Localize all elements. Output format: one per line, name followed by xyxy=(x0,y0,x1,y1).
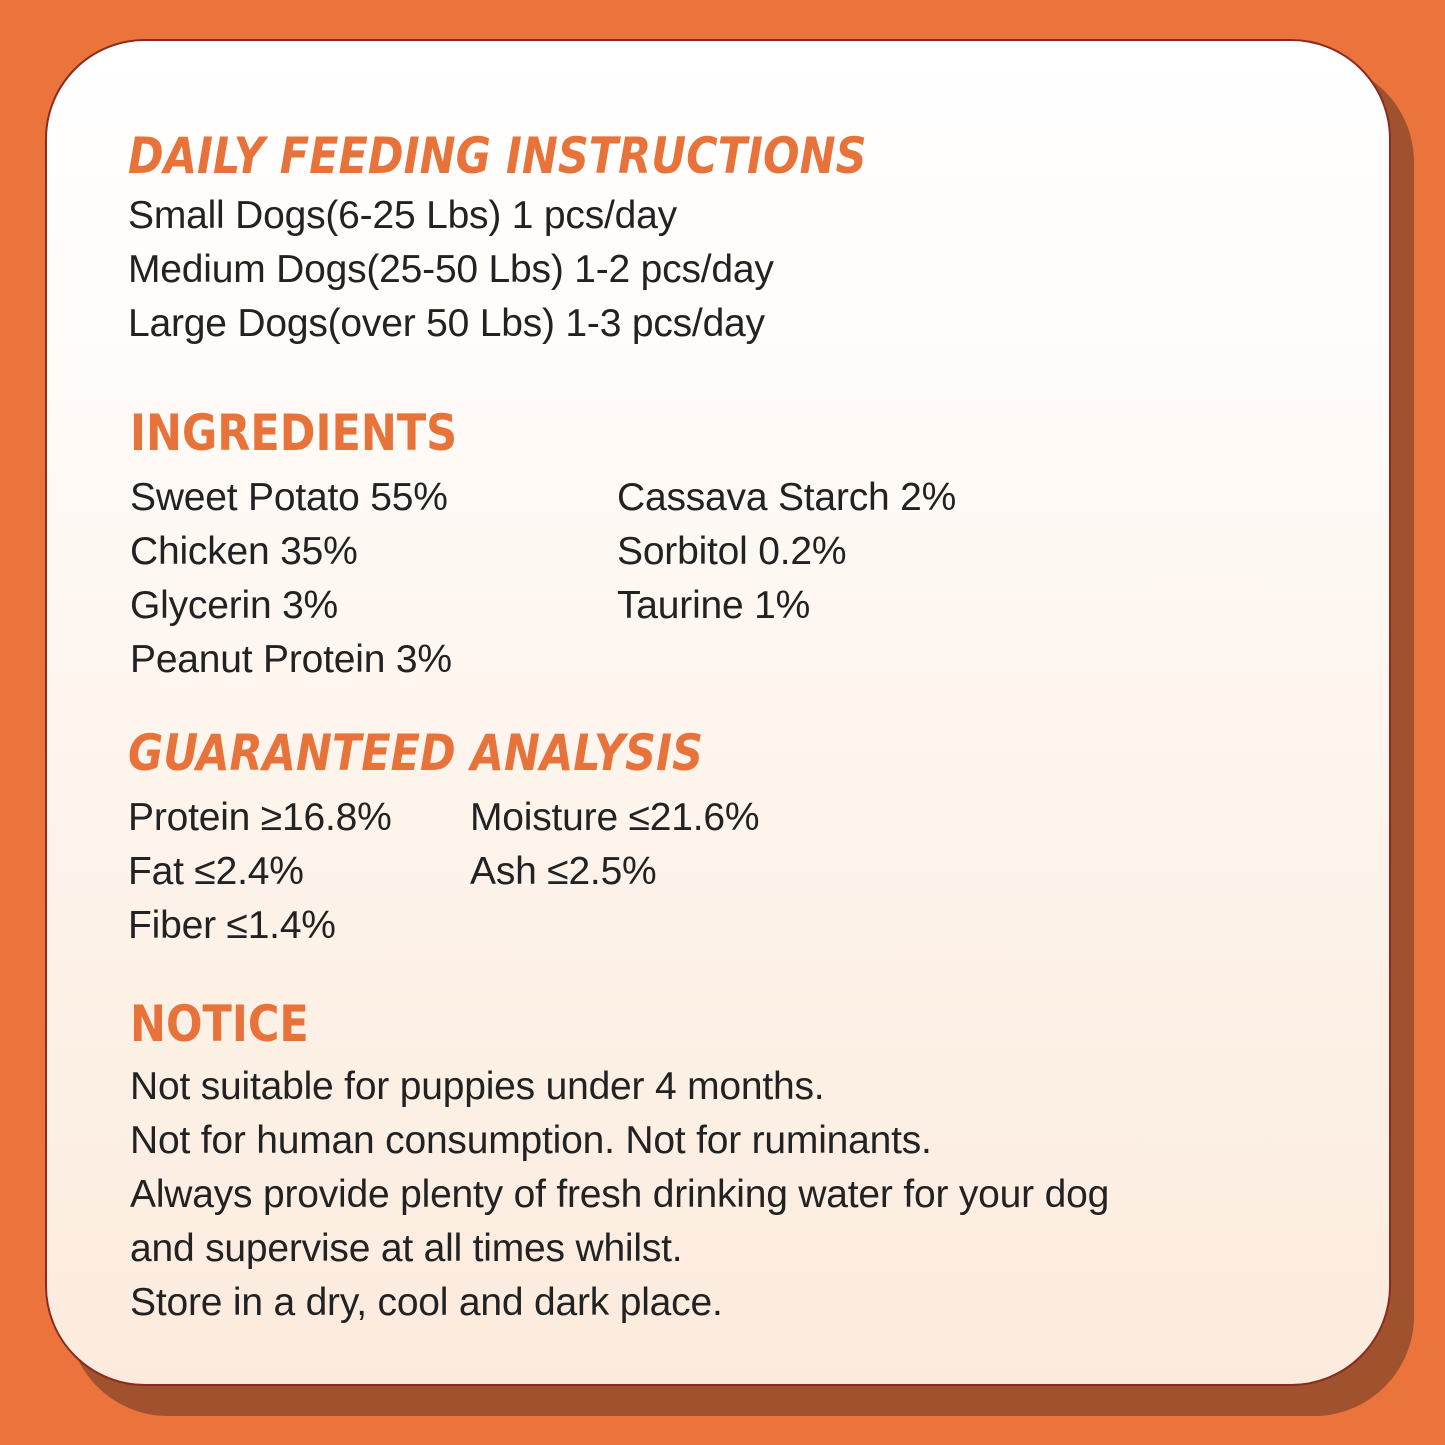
ingredient-item: Taurine 1% xyxy=(617,584,811,627)
ingredient-item: Sorbitol 0.2% xyxy=(617,530,847,573)
feeding-line-medium: Medium Dogs(25-50 Lbs) 1-2 pcs/day xyxy=(128,248,774,291)
analysis-right-column xyxy=(470,791,759,953)
analysis-item: Fat ≤2.4% xyxy=(128,850,304,893)
analysis-left-column xyxy=(128,791,470,953)
ingredient-item: Peanut Protein 3% xyxy=(130,638,452,681)
notice-line: Store in a dry, cool and dark place. xyxy=(130,1281,723,1324)
analysis-item: Protein ≥16.8% xyxy=(128,796,392,839)
ingredient-item: Cassava Starch 2% xyxy=(617,476,957,519)
ingredient-item: Glycerin 3% xyxy=(130,584,339,627)
analysis-section xyxy=(128,724,797,953)
notice-line: Always provide plenty of fresh drinking water for your dog xyxy=(130,1173,1110,1216)
analysis-item: Moisture ≤21.6% xyxy=(470,796,760,839)
analysis-title: GUARANTEED ANALYSIS xyxy=(128,724,704,782)
ingredients-left-column xyxy=(130,471,617,687)
ingredients-title: INGREDIENTS xyxy=(130,404,458,462)
analysis-item: Ash ≤2.5% xyxy=(470,850,657,893)
notice-title: NOTICE xyxy=(130,995,309,1053)
ingredients-right-column xyxy=(617,471,956,687)
notice-line: and supervise at all times whilst. xyxy=(130,1227,683,1270)
feeding-title: DAILY FEEDING INSTRUCTIONS xyxy=(128,127,867,185)
ingredient-item: Chicken 35% xyxy=(130,530,358,573)
feeding-line-large: Large Dogs(over 50 Lbs) 1-3 pcs/day xyxy=(128,302,765,345)
feeding-section xyxy=(128,127,987,351)
notice-line: Not suitable for puppies under 4 months. xyxy=(130,1065,825,1108)
notice-line: Not for human consumption. Not for ruminants. xyxy=(130,1119,932,1162)
feeding-line-small: Small Dogs(6-25 Lbs) 1 pcs/day xyxy=(128,194,677,237)
ingredients-section xyxy=(130,404,957,687)
notice-section xyxy=(130,995,1110,1330)
analysis-item: Fiber ≤1.4% xyxy=(128,904,336,947)
ingredient-item: Sweet Potato 55% xyxy=(130,476,448,519)
